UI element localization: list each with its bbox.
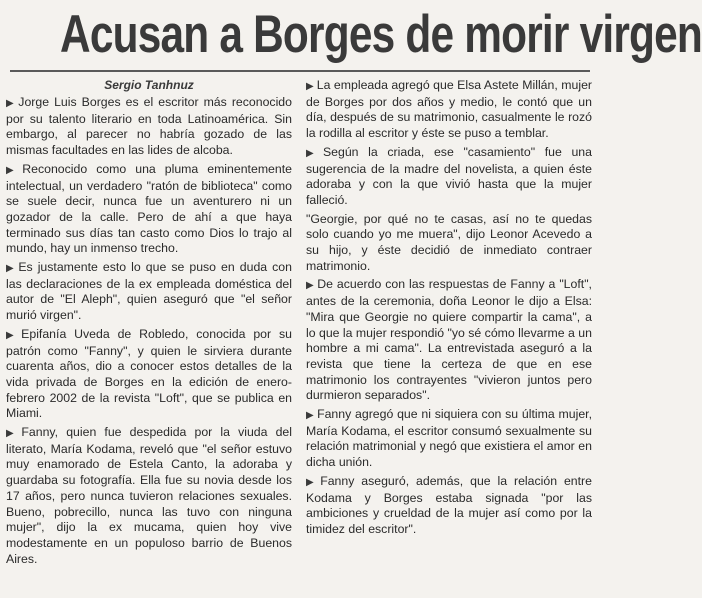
paragraph (306, 407, 592, 471)
paragraph-text: Jorge Luis Borges es el escritor más reconocido por su talento literario en toda Latinoamérica. Sin embargo, al parecer no habría gozado de las mismas facultades en las lides de alcoba. (6, 95, 292, 158)
left-paragraphs (6, 95, 292, 567)
headline: Acusan a Borges de morir virgen (60, 5, 702, 64)
bullet-arrow-icon: ▶ (306, 147, 320, 159)
paragraph (6, 162, 292, 257)
paragraph (306, 277, 592, 404)
right-paragraphs (306, 78, 592, 538)
paragraph-text: Según la criada, ese "casamiento" fue una sugerencia de la madre del novelista, a quien éste adoraba y con la que vivió hasta que la mujer falleció. (306, 144, 592, 207)
paragraph (6, 95, 292, 159)
paragraph-text: Es justamente esto lo que se puso en duda con las declaraciones de la ex empleada doméstica del autor de "El Aleph", quien aseguró que "el señor murió virgen". (6, 260, 292, 323)
bullet-arrow-icon: ▶ (6, 164, 20, 176)
paragraph-text: Fanny, quien fue despedida por la viuda del literato, María Kodama, reveló que "el señor estuvo muy enamorado de Estela Canto, la adoraba y guardaba su fotografía. Ella fue su novia desde los 17 años, pero nunca tuvieron relaciones sexuales. Bueno, pobrecillo, nunca las tuvo con ninguna mujer", dijo la ex mucama, quien hoy vive modestamente en un populoso barrio de Buenos Aires. (6, 425, 292, 566)
paragraph-text: Epifanía Uveda de Robledo, conocida por su patrón como "Fanny", y quien le sirviera durante cuarenta años, dio a conocer estos detalles de la vida privada de Borges en la edición de enero-febrero 2002 de la revista "Loft", que se publica en Miami. (6, 326, 292, 421)
paragraph (306, 145, 592, 209)
byline: Sergio Tanhnuz (104, 78, 194, 92)
right-column (306, 78, 592, 592)
paragraph-text: De acuerdo con las respuestas de Fanny a "Loft", antes de la ceremonia, doña Leonor le dijo a Elsa: "Mira que Georgie no quiere compartir la cama", a lo que la mujer respondió "yo sé cómo llevarme a un hombre a mi cama". La entrevistada aseguró a la revista que tiene la certeza de que en ese matrimonio los contrayentes "vivieron juntos pero durmieron separados". (306, 277, 592, 403)
paragraph-text: La empleada agregó que Elsa Astete Millán, mujer de Borges por dos años y medio, le contó que un día, después de su matrimonio, casualmente le rozó la rodilla al escritor y éste se puso a temblar. (306, 78, 592, 141)
bullet-arrow-icon: ▶ (306, 280, 315, 292)
left-column (6, 78, 292, 592)
bullet-arrow-icon: ▶ (306, 81, 314, 92)
paragraph (306, 212, 592, 275)
paragraph (306, 78, 592, 142)
paragraph (306, 474, 592, 538)
headline-rule (10, 70, 590, 72)
bullet-arrow-icon: ▶ (6, 263, 16, 275)
paragraph (6, 260, 292, 324)
paragraph-text: Fanny aseguró, además, que la relación entre Kodama y Borges estaba signada "por las ambiciones y crueldad de la mujer así como por la timidez del escritor". (306, 473, 592, 536)
bullet-arrow-icon: ▶ (306, 410, 315, 422)
paragraph-text: "Georgie, por qué no te casas, así no te quedas solo cuando yo me muera", dijo Leonor Acevedo a su hijo, y éste decidió de inmediato contraer matrimonio. (306, 211, 592, 273)
bullet-arrow-icon: ▶ (306, 476, 318, 488)
paragraph (6, 327, 292, 422)
bullet-arrow-icon: ▶ (6, 98, 16, 109)
paragraph (6, 425, 292, 567)
paragraph-text: Reconocido como una pluma eminentemente intelectual, un verdadero "ratón de biblioteca" como se suele decir, nunca fue un aventurero ni un gozador de la calle. Pero de ahí a que haya terminado sus días tan casto como Dios lo trajo al mundo, hay un inmenso trecho. (6, 161, 292, 256)
paragraph-text: Fanny agregó que ni siquiera con su última mujer, María Kodama, el escritor consumó sexualmente su relación matrimonial y negó que existiera el amor en dicha unión. (306, 407, 592, 470)
bullet-arrow-icon: ▶ (6, 329, 19, 341)
bullet-arrow-icon: ▶ (6, 428, 19, 440)
